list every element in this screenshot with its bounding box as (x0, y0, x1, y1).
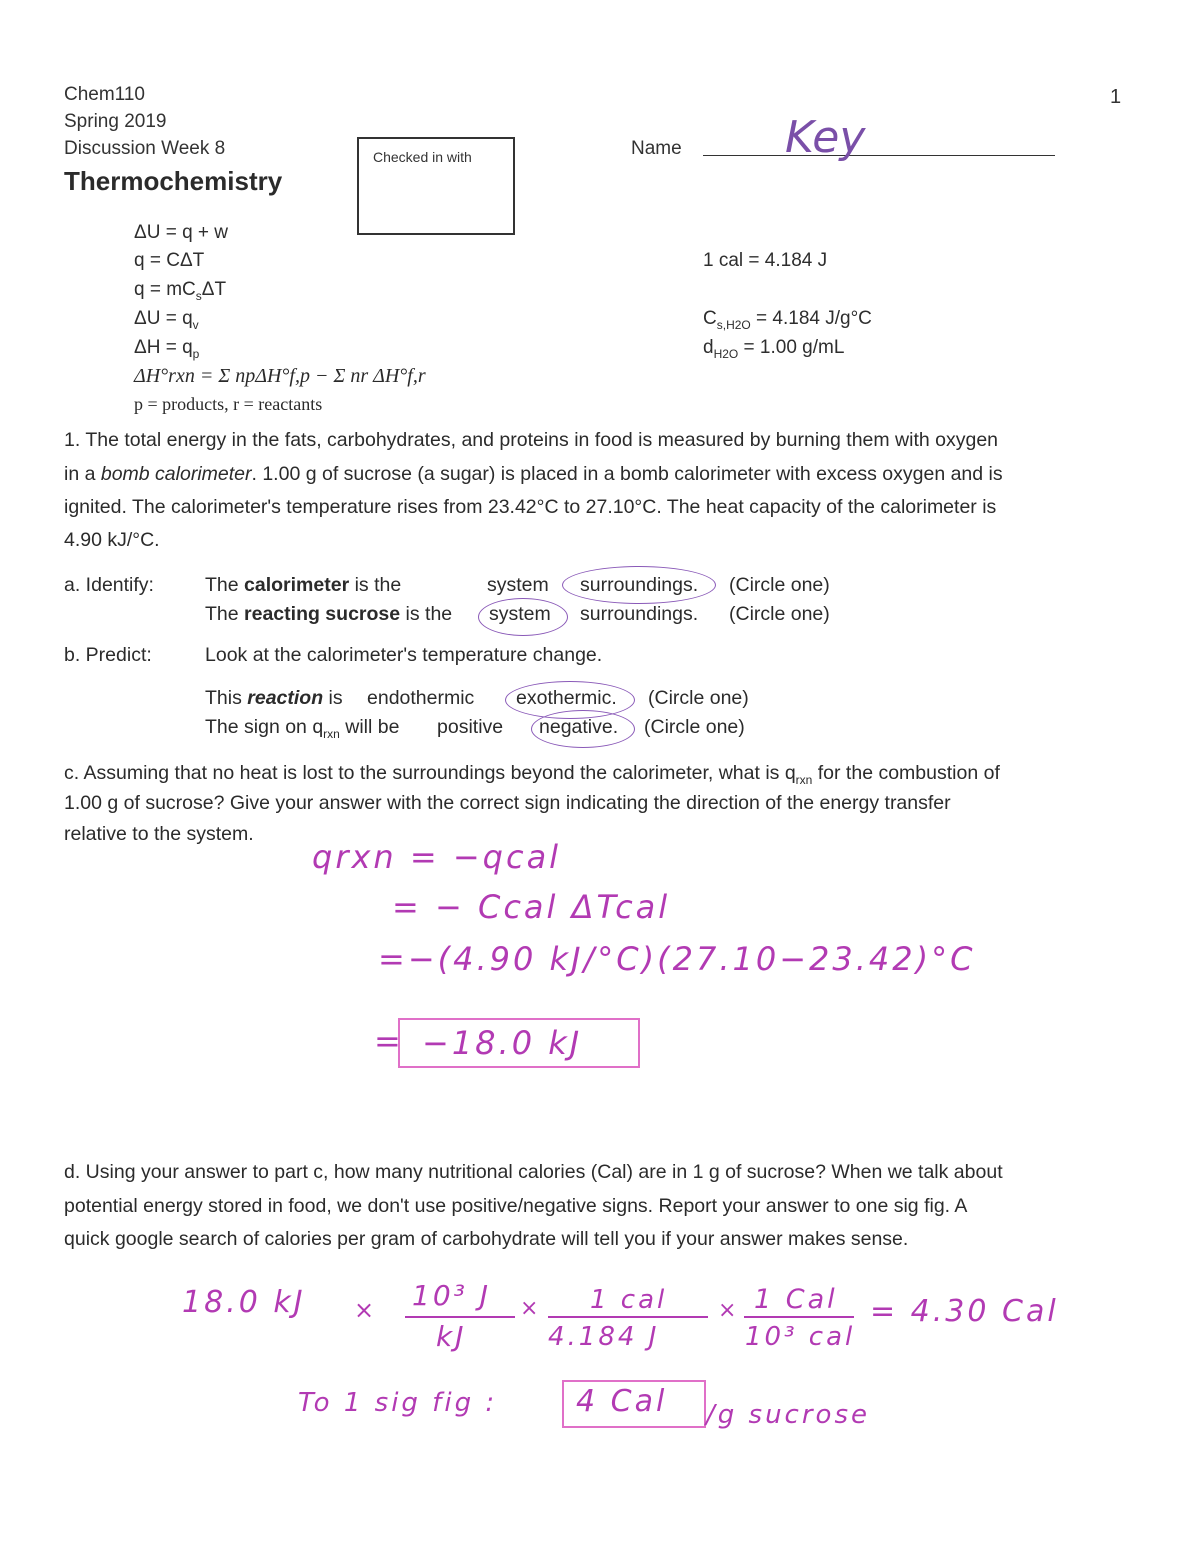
constant-water-density: $d_{H2O} = 1.00$ g/mL (703, 337, 845, 361)
handwritten-per-gram-sucrose: /g sucrose (706, 1400, 870, 1430)
handwritten-substitution: =−(4.90 kJ/°C)(27.10−23.42)°C (378, 940, 976, 978)
handwritten-answer-qrxn: −18.0 kJ (422, 1024, 583, 1062)
part-a-option-system-1[interactable]: system (487, 574, 549, 596)
part-b-circle-one-1: (Circle one) (648, 687, 749, 709)
part-b-line-1: This reaction is (205, 687, 343, 709)
part-d-line-3: quick google search of calories per gram of carbohydrate will tell you if your answer makes sense. (64, 1228, 909, 1250)
part-c-line-2: 1.00 g of sucrose? Give your answer with the correct sign indicating the direction of the energy transfer (64, 792, 951, 814)
equation-heat-capacity: q = CΔT (134, 250, 205, 271)
equation-specific-heat: $q = mC_s\Delta T$ (134, 279, 227, 303)
handwritten-f3-numerator: 1 Cal (754, 1284, 838, 1315)
equation-hess-law: ΔH°rxn = Σ npΔH°f,p − Σ nr ΔH°f,r (134, 365, 426, 387)
handwritten-times-3: × (718, 1298, 740, 1323)
constant-cal-joule: 1 cal = 4.184 J (703, 250, 828, 271)
handwritten-final-answer: 4 Cal (576, 1384, 668, 1419)
checked-in-label: Checked in with (373, 149, 472, 165)
handwritten-f3-denominator: 10³ cal (745, 1322, 856, 1352)
constant-water-specific-heat: $C_{s,H2O} = 4.184$ J/g°C (703, 308, 872, 332)
handwritten-equals: = (374, 1022, 404, 1060)
answer-circle-negative (531, 710, 635, 748)
handwritten-qrxn-qcal: qrxn = −qcal (312, 838, 562, 876)
part-a-circle-one-2: (Circle one) (729, 603, 830, 625)
part-a-option-surroundings-1[interactable]: surroundings. (580, 574, 699, 596)
equation-internal-energy: ΔU = q + w (134, 222, 229, 243)
part-a-option-system-2[interactable]: system (489, 603, 551, 625)
name-label: Name (631, 138, 682, 159)
answer-box-qrxn (398, 1018, 640, 1068)
handwritten-f2-denominator: 4.184 J (548, 1322, 660, 1352)
handwritten-start-value: 18.0 kJ (182, 1285, 306, 1320)
course-name: Chem110 (64, 84, 145, 105)
handwritten-times-1: × (354, 1296, 378, 1324)
name-underline (703, 155, 1055, 156)
question-1-line-1: 1. The total energy in the fats, carbohydrates, and proteins in food is measured by burning them with oxygen (64, 429, 999, 451)
equation-legend: p = products, r = reactants (134, 394, 323, 414)
part-c-line-1: c. Assuming that no heat is lost to the surroundings beyond the calorimeter, what is $q_{rxn}$ for the combustion of (64, 762, 1000, 787)
equation-dh-qp: $\Delta H = q_p$ (134, 337, 200, 361)
part-b-circle-one-2: (Circle one) (644, 716, 745, 738)
question-1-line-4: 4.90 kJ/°C. (64, 529, 160, 551)
checked-in-box (357, 137, 515, 235)
part-a-label: a. Identify: (64, 574, 154, 596)
fraction-bar-3 (744, 1316, 854, 1318)
term: Spring 2019 (64, 111, 167, 132)
discussion-week: Discussion Week 8 (64, 138, 226, 159)
handwritten-ccal-dtcal: = − Ccal ΔTcal (392, 888, 671, 926)
equation-du-qv: $\Delta U = q_v$ (134, 308, 199, 332)
handwritten-sig-fig-label: To 1 sig fig : (298, 1388, 498, 1418)
part-b-option-negative[interactable]: negative. (539, 716, 619, 738)
answer-circle-system (478, 598, 568, 636)
part-a-line-1: The calorimeter is the (205, 574, 402, 596)
part-d-line-2: potential energy stored in food, we don't use positive/negative signs. Report your answer to one sig fig. A (64, 1195, 968, 1217)
part-b-label: b. Predict: (64, 644, 152, 666)
part-b-text: Look at the calorimeter's temperature change. (205, 644, 603, 666)
part-a-line-2: The reacting sucrose is the (205, 603, 453, 625)
answer-circle-surroundings (562, 566, 716, 604)
name-value: Key (785, 112, 866, 163)
question-1-line-2: in a bomb calorimeter. 1.00 g of sucrose (a sugar) is placed in a bomb calorimeter with excess oxygen and is (64, 463, 1003, 485)
page-title: Thermochemistry (64, 166, 283, 196)
handwritten-result: = 4.30 Cal (870, 1294, 1059, 1329)
part-b-option-positive[interactable]: positive (437, 716, 504, 738)
part-a-circle-one-1: (Circle one) (729, 574, 830, 596)
page-number: 1 (1110, 86, 1122, 108)
part-b-option-endothermic[interactable]: endothermic (367, 687, 475, 709)
answer-box-calories (562, 1380, 706, 1428)
handwritten-f1-numerator: 10³ J (412, 1279, 492, 1312)
part-b-option-exothermic[interactable]: exothermic. (516, 687, 617, 709)
part-b-line-2: The sign on $q_{rxn}$ will be (205, 716, 400, 741)
handwritten-f2-numerator: 1 cal (590, 1285, 668, 1315)
fraction-bar-2 (548, 1316, 708, 1318)
handwritten-times-2: × (520, 1296, 542, 1321)
handwritten-f1-denominator: kJ (436, 1320, 467, 1353)
part-d-line-1: d. Using your answer to part c, how many nutritional calories (Cal) are in 1 g of sucrose? When we talk about (64, 1161, 1003, 1183)
part-a-option-surroundings-2[interactable]: surroundings. (580, 603, 699, 625)
part-c-line-3: relative to the system. (64, 823, 254, 845)
fraction-bar-1 (405, 1316, 515, 1318)
question-1-line-3: ignited. The calorimeter's temperature rises from 23.42°C to 27.10°C. The heat capacity of the calorimeter is (64, 496, 997, 518)
